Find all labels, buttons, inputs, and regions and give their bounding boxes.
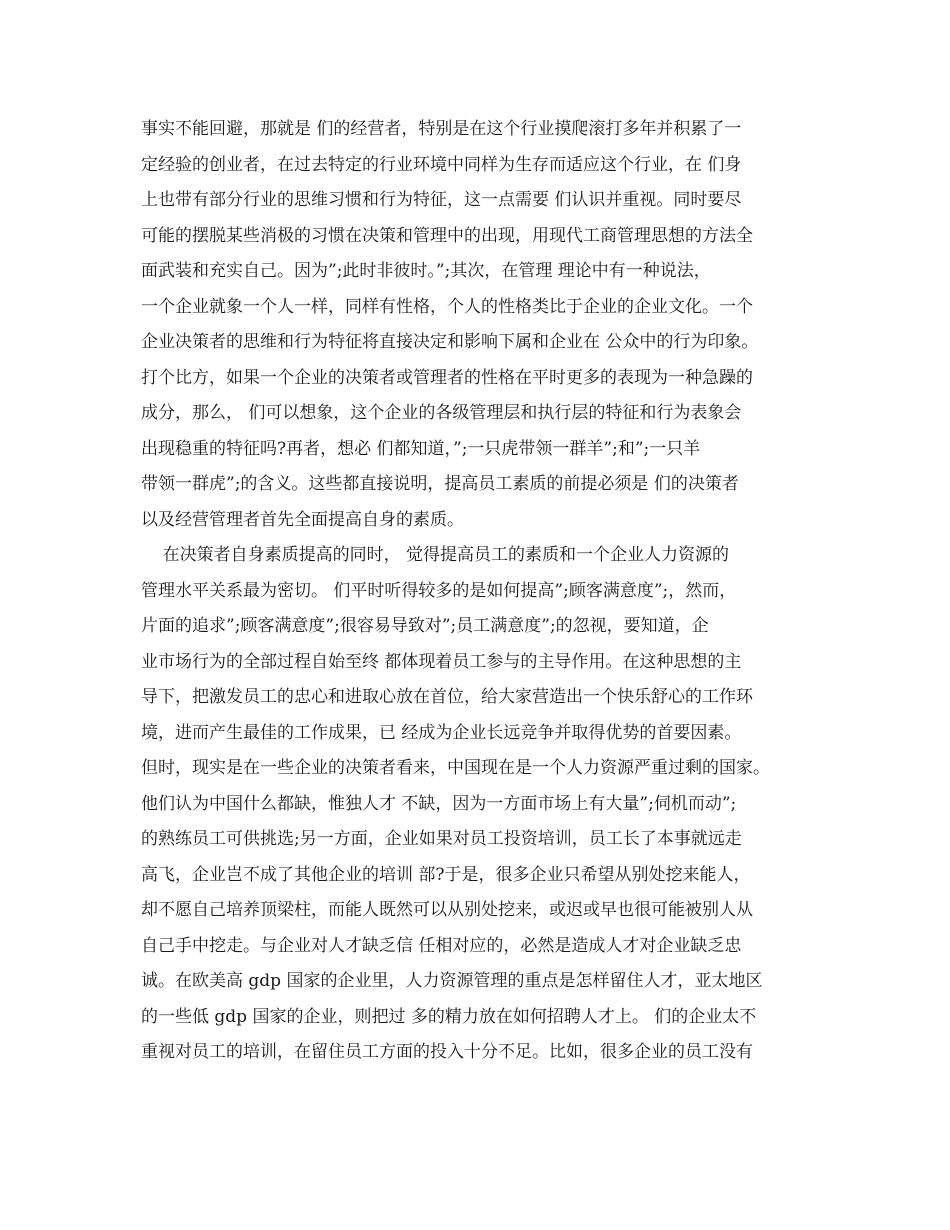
text-line: 以及经营管理者首先全面提高自身的素质。 xyxy=(141,509,464,530)
text-line: 事实不能回避，那就是 们的经营者，特别是在这个行业摸爬滚打多年并积累了一 xyxy=(141,119,742,139)
text-line: 企业决策者的思维和行为特征将直接决定和影响下属和企业在 公众中的行为印象。 xyxy=(141,332,759,352)
text-line: 带领一群虎”;的含义。这些都直接说明，提高员工素质的前提必须是 们的决策者 xyxy=(141,474,739,494)
text-line: 诚。在欧美高 gdp 国家的企业里，人力资源管理的重点是怎样留住人才，亚太地区 xyxy=(141,971,763,991)
text-line: 导下，把激发员工的忠心和进取心放在首位，给大家营造出一个快乐舒心的工作环 xyxy=(141,687,753,707)
text-line: 一个企业就象一个人一样，同样有性格，个人的性格类比于企业的企业文化。一个 xyxy=(141,296,753,317)
text-line: 的熟练员工可供挑选;另一方面，企业如果对员工投资培训，员工长了本事就远走 xyxy=(141,829,742,849)
text-line: 面武装和充实自己。因为”;此时非彼时。”;其次，在管理 理论中有一种说法， xyxy=(141,261,711,281)
text-line: 打个比方，如果一个企业的决策者或管理者的性格在平时更多的表现为一种急躁的 xyxy=(141,367,753,388)
text-line: 自己手中挖走。与企业对人才缺乏信 任相对应的，必然是造成人才对企业缺乏忠 xyxy=(141,935,742,956)
text-line: 的一些低 gdp 国家的企业，则把过 多的精力放在如何招聘人才上。 们的企业太不 xyxy=(141,1006,757,1027)
text-line: 他们认为中国什么都缺，惟独人才 不缺，因为一方面市场上有大量”;伺机而动”; xyxy=(141,793,737,814)
text-line: 重视对员工的培训，在留住员工方面的投入十分不足。比如，很多企业的员工没有 xyxy=(141,1042,753,1062)
body-text xyxy=(141,112,831,1071)
text-line: 业市场行为的全部过程自始至终 都体现着员工参与的主导作用。在这种思想的主 xyxy=(141,651,742,672)
text-line: 却不愿自己培养顶梁柱，而能人既然可以从别处挖来，或迟或早也很可能被别人从 xyxy=(141,900,753,920)
text-line: 在决策者自身素质提高的同时， 觉得提高员工的素质和一个企业人力资源的 xyxy=(141,545,730,565)
text-line: 可能的摆脱某些消极的习惯在决策和管理中的出现，用现代工商管理思想的方法全 xyxy=(141,225,753,246)
text-line: 管理水平关系最为密切。 们平时听得较多的是如何提高”;顾客满意度”;，然而， xyxy=(141,580,737,601)
text-line: 定经验的创业者，在过去特定的行业环境中同样为生存而适应这个行业，在 们身 xyxy=(141,154,742,175)
text-line: 上也带有部分行业的思维习惯和行为特征，这一点需要 们认识并重视。同时要尽 xyxy=(141,190,742,210)
text-line: 高飞，企业岂不成了其他企业的培训 部?于是，很多企业只希望从别处挖来能人， xyxy=(141,864,751,885)
text-line: 但时，现实是在一些企业的决策者看来，中国现在是一个人力资源严重过剩的国家。 xyxy=(141,758,770,778)
text-line: 成分，那么， 们可以想象，这个企业的各级管理层和执行层的特征和行为表象会 xyxy=(141,403,742,423)
text-line: 境，进而产生最佳的工作成果，已 经成为企业长远竞争并取得优势的首要因素。 xyxy=(141,722,742,743)
text-line: 片面的追求”;顾客满意度”;很容易导致对”;员工满意度”;的忽视，要知道，企 xyxy=(141,616,709,636)
text-line: 出现稳重的特征吗?再者，想必 们都知道，”;一只虎带领一群羊”;和”;一只羊 xyxy=(141,438,701,459)
